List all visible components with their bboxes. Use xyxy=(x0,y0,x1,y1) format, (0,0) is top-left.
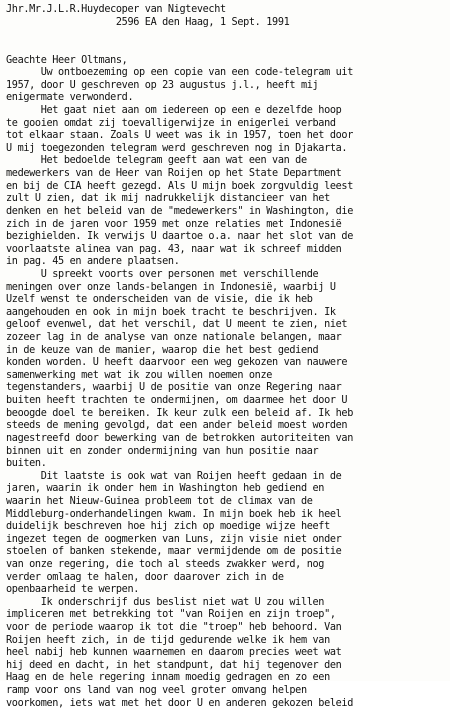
letter-line: konden worden. U heeft daarvoor een weg gekozen van nauwere xyxy=(6,357,348,369)
letter-line: voorlaatste alinea van pag. 43, naar wat ik schreef midden xyxy=(6,243,342,255)
letter-line: te gooien omdat zij toevalligerwijze in enigerlei verband xyxy=(6,117,336,129)
letter-line: van onze regering, die toch al steeds zwakker werd, nog xyxy=(6,558,325,570)
letter-line: Het gaat niet aan om iedereen op een e dezelfde hoop xyxy=(6,105,342,117)
letter-line: ingezet tegen de oogmerken van Luns, zijn visie niet onder xyxy=(6,533,342,545)
sender-name-line: Jhr.Mr.J.L.R.Huydecoper van Nigtevecht xyxy=(6,4,226,15)
letter-line: zich in de jaren voor 1959 met onze relaties met Indonesië xyxy=(6,218,342,230)
letter-line: steeds de mening gevolgd, dat een ander beleid moest worden xyxy=(6,420,348,432)
letter-line: zult U zien, dat ik mij nadrukkelijk distancieer van het xyxy=(6,193,330,205)
letter-line: enigermate verwonderd. xyxy=(6,92,134,104)
letter-line: tegenstanders, waarbij U de positie van onze Regering naar xyxy=(6,382,342,394)
letter-line: U spreekt voorts over personen met verschillende xyxy=(6,268,319,280)
address-date-line: 2596 EA den Haag, 1 Sept. 1991 xyxy=(6,16,290,28)
letter-line: nagestreefd door bewerking van de betrokken autoriteiten van xyxy=(6,432,354,444)
letter-line: Haag en de hele regering innam moedig gedragen en zo een xyxy=(6,672,330,684)
letter-line: geloof evenwel, dat het verschil, dat U meent te zien, niet xyxy=(6,319,348,331)
letter-line: buiten heeft trachten te ondermijnen, om daarmee het door U xyxy=(6,395,348,407)
letter-line: Uzelf wenst te onderscheiden van de visie, die ik heb xyxy=(6,294,313,306)
letter-line: binnen uit en zonder ondermijning van hun positie naar xyxy=(6,445,319,457)
letter-line: beoogde doel te bereiken. Ik keur zulk een beleid af. Ik heb xyxy=(6,407,354,419)
letterhead xyxy=(6,4,446,29)
letter-line: denken en het beleid van de "medewerkers" in Washington, die xyxy=(6,205,354,217)
letter-line: Roijen heeft zich, in de tijd gedurende welke ik hem van xyxy=(6,634,330,646)
letter-line xyxy=(6,42,446,55)
letter-line: openbaarheid te werpen. xyxy=(6,584,140,596)
letter-line: verder omlaag te halen, door daarover zich in de xyxy=(6,571,284,583)
letter-line: Ik onderschrijf dus beslist niet wat U zou willen xyxy=(6,596,325,608)
letter-body xyxy=(6,42,446,710)
letter-line: zozeer lag in de analyse van onze nationale belangen, maar xyxy=(6,332,342,344)
letter-line: en bij de CIA heeft gezegd. Als U mijn boek zorgvuldig leest xyxy=(6,180,354,192)
letter-line: waarin het Nieuw-Guinea probleem tot de climax van de xyxy=(6,495,313,507)
letter-line: in de keuze van de manier, waarop die het best gediend xyxy=(6,344,319,356)
letter-line: voor de periode waarop ik tot die "troep" heb behoord. Van xyxy=(6,622,342,634)
letter-line: stoelen of banken stekende, maar vermijdende om de positie xyxy=(6,546,342,558)
letter-line: meningen over onze lands-belangen in Indonesië, waarbij U xyxy=(6,281,336,293)
letter-line: ramp voor ons land van nog veel groter omvang helpen xyxy=(6,685,307,697)
letter-line: buiten. xyxy=(6,458,47,470)
letter-line: 1957, door U geschreven op 23 augustus j.l., heeft mij xyxy=(6,79,319,91)
letter-line: U mij toegezonden telegram werd geschreven nog in Djakarta. xyxy=(6,142,348,154)
letter-line: impliceren met betrekking tot "van Roijen en zijn troep", xyxy=(6,609,336,621)
letter-line: Uw ontboezeming op een copie van een code-telegram uit xyxy=(6,67,354,79)
letter-line: tot elkaar staan. Zoals U weet was ik in 1957, toen het door xyxy=(6,130,354,142)
letter-line: heel nabij heb kunnen waarnemen en daarom precies weet wat xyxy=(6,647,342,659)
letter-line: aangehouden en ook in mijn boek tracht te beschrijven. Ik xyxy=(6,306,336,318)
letter-line: Dit laatste is ook wat van Roijen heeft gedaan in de xyxy=(6,470,342,482)
letter-line: Middleburg-onderhandelingen kwam. In mijn boek heb ik heel xyxy=(6,508,342,520)
letter-line: Geachte Heer Oltmans, xyxy=(6,54,128,66)
letter-line: jaren, waarin ik onder hem in Washington heb gediend en xyxy=(6,483,325,495)
letter-line: hij deed en dacht, in het standpunt, dat hij tegenover den xyxy=(6,659,342,671)
letter-line: samenwerking met wat ik zou willen noemen onze xyxy=(6,369,273,381)
letter-line: in pag. 45 en andere plaatsen. xyxy=(6,256,180,268)
letter-line: duidelijk beschreven hoe hij zich op moedige wijze heeft xyxy=(6,521,330,533)
letter-line: voorkomen, iets wat met het door U en anderen gekozen beleid xyxy=(6,697,354,709)
letter-line: bezighielden. Ik verwijs U daartoe o.a. naar het slot van de xyxy=(6,231,354,243)
letter-line: Het bedoelde telegram geeft aan wat een van de xyxy=(6,155,307,167)
letter-line: medewerkers van de Heer van Roijen op het State Department xyxy=(6,168,342,180)
